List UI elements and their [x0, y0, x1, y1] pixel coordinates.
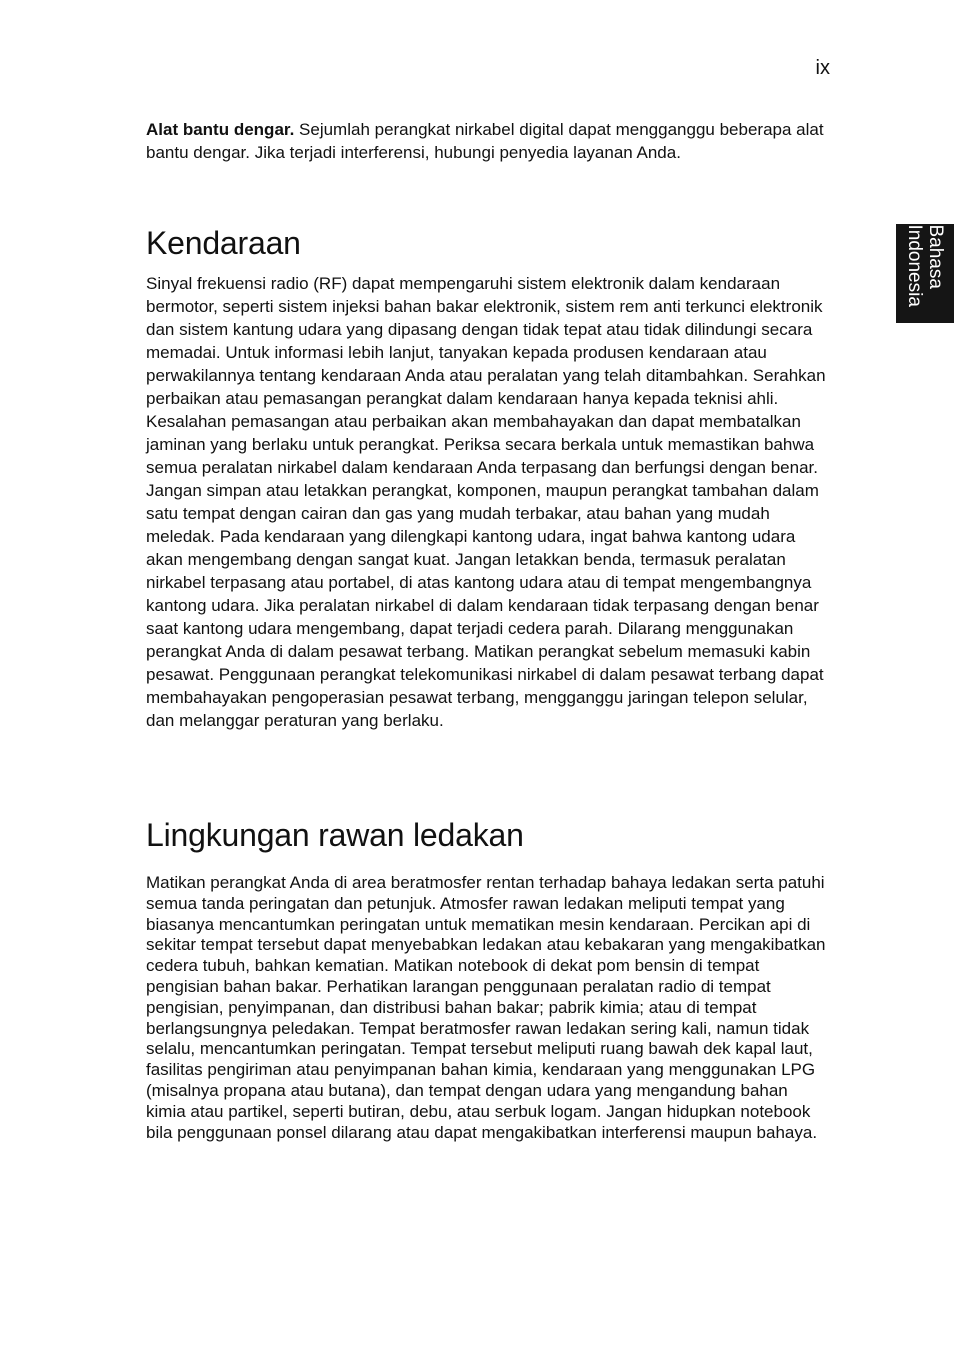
- page-number: ix: [815, 57, 830, 79]
- vehicles-body-wrap: [146, 272, 830, 732]
- hearing-aid-paragraph: [146, 118, 830, 164]
- explosive-section: [146, 815, 830, 855]
- hearing-aid-label: Alat bantu dengar.: [146, 120, 295, 139]
- language-tab-label: Bahasa Indonesia: [904, 224, 946, 307]
- language-tab: [896, 224, 954, 323]
- vehicles-heading: Kendaraan: [146, 225, 301, 261]
- hearing-aid-text: Sejumlah perangkat nirkabel digital dapat mengganggu beberapa alat bantu dengar. Jika terjadi interferensi, hubungi penyedia layanan Anda.: [146, 120, 824, 162]
- explosive-heading: Lingkungan rawan ledakan: [146, 817, 524, 853]
- vehicles-section: [146, 223, 830, 263]
- hearing-aid-section: [146, 118, 830, 164]
- explosive-body-wrap: [146, 873, 830, 1143]
- vehicles-paragraph: Sinyal frekuensi radio (RF) dapat mempengaruhi sistem elektronik dalam kendaraan bermotor, seperti sistem injeksi bahan bakar elektronik, sistem rem anti terkunci elektronik dan sistem kantung udara yang dipasang dengan tidak tepat atau tidak dilindungi secara memadai. Untuk informasi lebih lanjut, tanyakan kepada produsen kendaraan atau perwakilannya tentang kendaraan Anda atau peralatan yang telah ditambahkan. Serahkan perbaikan atau pemasangan perangkat dalam kendaraan hanya kepada teknisi ahli. Kesalahan pemasangan atau perbaikan akan membahayakan dan dapat membatalkan jaminan yang berlaku untuk perangkat. Periksa secara berkala untuk memastikan bahwa semua peralatan nirkabel dalam kendaraan Anda terpasang dan berfungsi dengan benar. Jangan simpan atau letakkan perangkat, komponen, maupun perangkat tambahan dalam satu tempat dengan cairan dan gas yang mudah terbakar, atau bahan yang mudah meledak. Pada kendaraan yang dilengkapi kantong udara, ingat bahwa kantong udara akan mengembang dengan sangat kuat. Jangan letakkan benda, termasuk peralatan nirkabel terpasang atau portabel, di atas kantong udara atau di tempat mengembangnya kantong udara. Jika peralatan nirkabel di dalam kendaraan tidak terpasang dengan benar saat kantong udara mengembang, dapat terjadi cedera parah. Dilarang menggunakan perangkat Anda di dalam pesawat terbang. Matikan perangkat sebelum memasuki kabin pesawat. Penggunaan perangkat telekomunikasi nirkabel di dalam pesawat terbang dapat membahayakan pengoperasian pesawat terbang, mengganggu jaringan telepon selular, dan melanggar peraturan yang berlaku.: [146, 274, 826, 730]
- explosive-paragraph: Matikan perangkat Anda di area beratmosfer rentan terhadap bahaya ledakan serta patuhi semua tanda peringatan dan petunjuk. Atmosfer rawan ledakan meliputi tempat yang biasanya mencantumkan peringatan untuk mematikan mesin kendaraan. Percikan api di sekitar tempat tersebut dapat menyebabkan ledakan atau kebakaran yang mengakibatkan cedera tubuh, bahkan kematian. Matikan notebook di dekat pom bensin di tempat pengisian bahan bakar. Perhatikan larangan penggunaan peralatan radio di tempat pengisian, penyimpanan, dan distribusi bahan bakar; pabrik kimia; atau di tempat berlangsungnya peledakan. Tempat beratmosfer rawan ledakan sering kali, namun tidak selalu, mencantumkan peringatan. Tempat tersebut meliputi ruang bawah dek kapal laut, fasilitas pengiriman atau penyimpanan bahan kimia, kendaraan yang menggunakan LPG (misalnya propana atau butana), dan tempat dengan udara yang mengandung bahan kimia atau partikel, seperti butiran, debu, atau serbuk logam. Jangan hidupkan notebook bila penggunaan ponsel dilarang atau dapat mengakibatkan interferensi maupun bahaya.: [146, 873, 826, 1142]
